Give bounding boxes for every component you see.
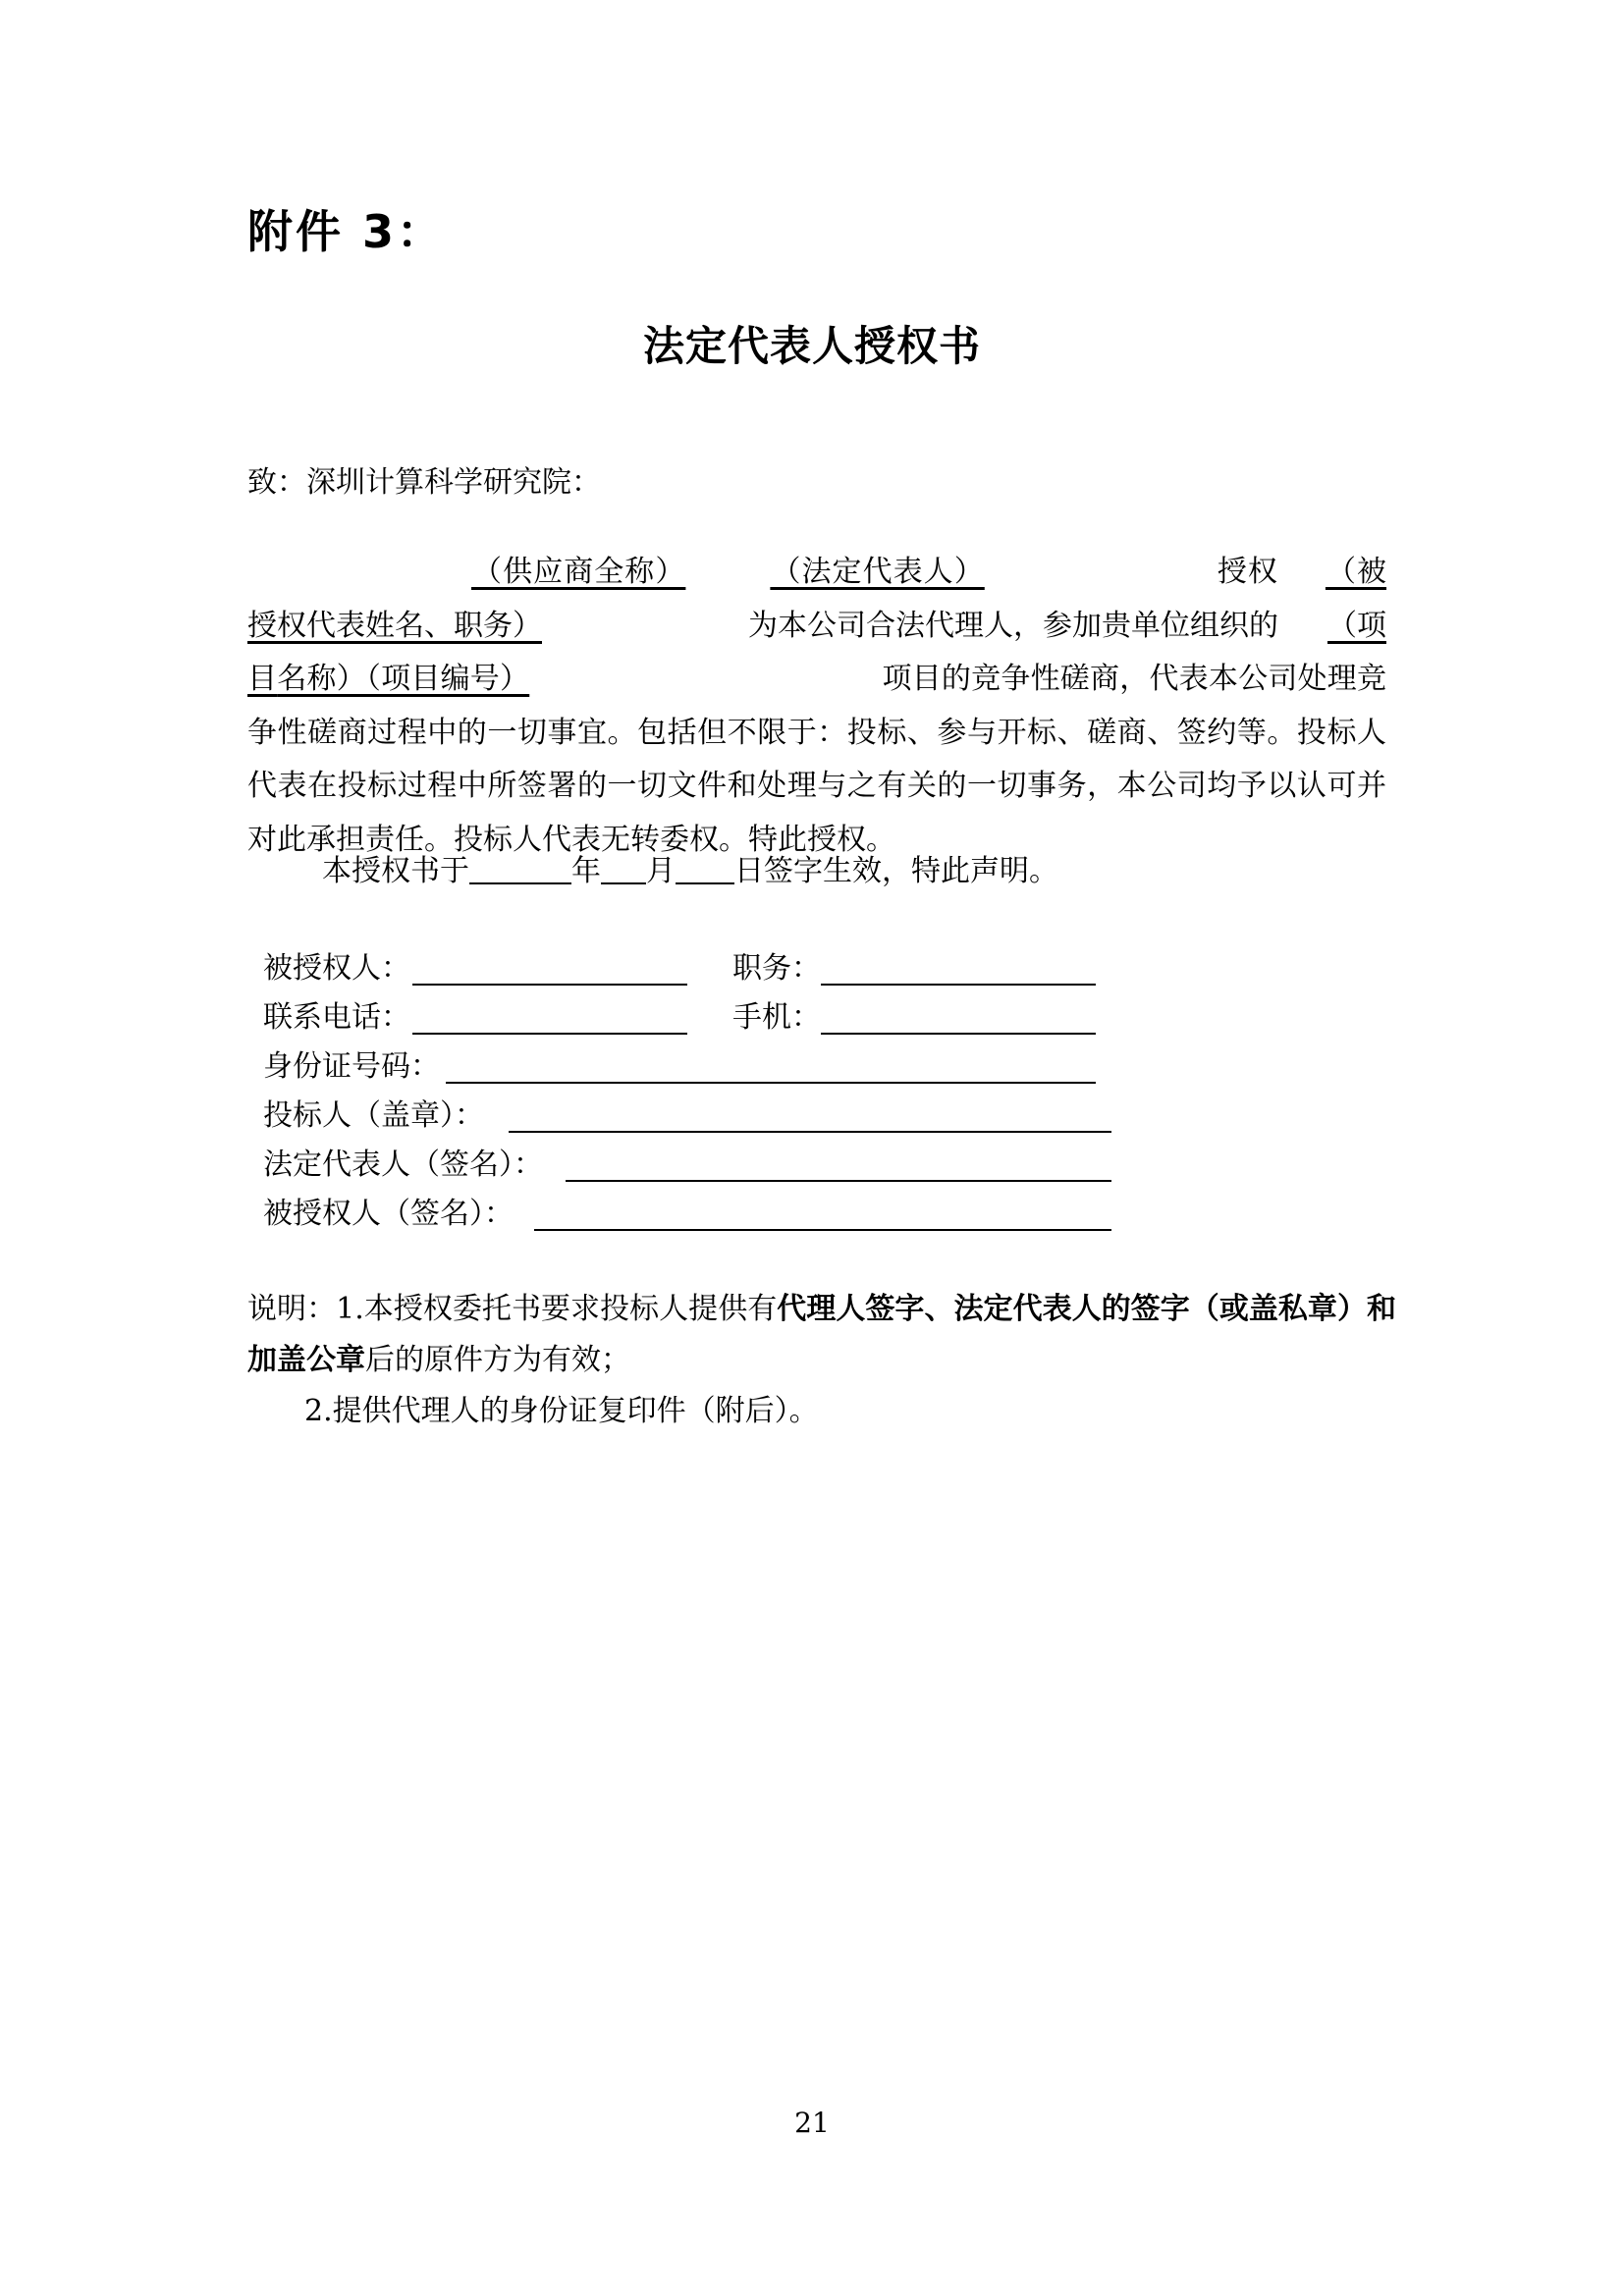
year-blank[interactable] — [469, 849, 571, 884]
field-row-authorized-person — [263, 944, 1441, 993]
note-item-1: 说明：1.本授权委托书要求投标人提供有代理人签字、法定代表人的签字（或盖私章）和加盖公章后的原件方为有效； — [247, 1292, 1397, 1377]
field-row-id-number — [263, 1042, 1441, 1092]
phone-label: 联系电话： — [263, 1000, 410, 1035]
note-item-2: 2.提供代理人的身份证复印件（附后）。 — [304, 1394, 819, 1428]
field-row-phone — [263, 993, 1441, 1042]
position-input[interactable] — [821, 984, 1096, 986]
day-blank[interactable] — [676, 849, 734, 884]
project-field-part2[interactable]: 名称）（项目编号） — [277, 662, 530, 697]
authorized-sign-input[interactable] — [534, 1229, 1111, 1231]
field-row-legal-rep-sign — [263, 1141, 1441, 1190]
authorized-person-field-part2[interactable]: 权代表姓名、职务） — [277, 608, 542, 643]
authorized-person-field-part1[interactable]: （被授 — [247, 555, 1387, 643]
bidder-seal-label: 投标人（盖章）： — [263, 1098, 484, 1133]
position-label: 职务： — [732, 951, 821, 986]
bidder-seal-input[interactable] — [509, 1131, 1111, 1133]
id-number-label: 身份证号码： — [263, 1049, 440, 1084]
attachment-label: 附件 3： — [247, 205, 446, 258]
effective-date-line: 本授权书于 年 月 日签字生效，特此声明。 — [322, 846, 1058, 889]
addressee: 致：深圳计算科学研究院： — [247, 465, 601, 500]
mobile-label: 手机： — [732, 1000, 821, 1035]
id-number-input[interactable] — [446, 1082, 1096, 1084]
authorized-person-label: 被授权人： — [263, 951, 410, 986]
field-row-bidder-seal — [263, 1092, 1441, 1141]
month-blank[interactable] — [601, 849, 646, 884]
as-agent-text: 为本公司合法代理人，参加贵单位组织的 — [748, 608, 1278, 643]
document-title: 法定代表人授权书 — [642, 322, 981, 370]
grant-text: 授权 — [1216, 555, 1278, 589]
authorization-paragraph — [247, 546, 1386, 868]
page-number: 21 — [794, 2107, 830, 2139]
supplier-name-field[interactable]: （供应商全称） — [471, 555, 686, 589]
project-field-part1[interactable]: （项目 — [247, 608, 1386, 697]
body-rest-text: 项目的竞争性磋商，代表本公司处理竞争性磋商过程中的一切事宜。包括但不限于：投标、参与开标、磋商、签约等。投标人代表在投标过程中所签署的一切文件和处理与之有关的一切事务，本公司均予以认可并对此承担责任。投标人代表无转委权。特此授权。 — [247, 662, 1387, 857]
field-row-authorized-sign — [263, 1190, 1441, 1239]
note-emphasis: 代理人签字、法定代表人的签字（或盖私章）和加盖公章 — [247, 1292, 1397, 1377]
mobile-input[interactable] — [821, 1033, 1096, 1035]
signature-fields — [263, 944, 1441, 1239]
legal-rep-sign-input[interactable] — [566, 1180, 1111, 1182]
authorized-sign-label: 被授权人（签名）： — [263, 1197, 514, 1231]
authorized-person-input[interactable] — [412, 984, 687, 986]
phone-input[interactable] — [412, 1033, 687, 1035]
legal-rep-sign-label: 法定代表人（签名）： — [263, 1148, 543, 1182]
legal-rep-field[interactable]: （法定代表人） — [770, 555, 985, 589]
